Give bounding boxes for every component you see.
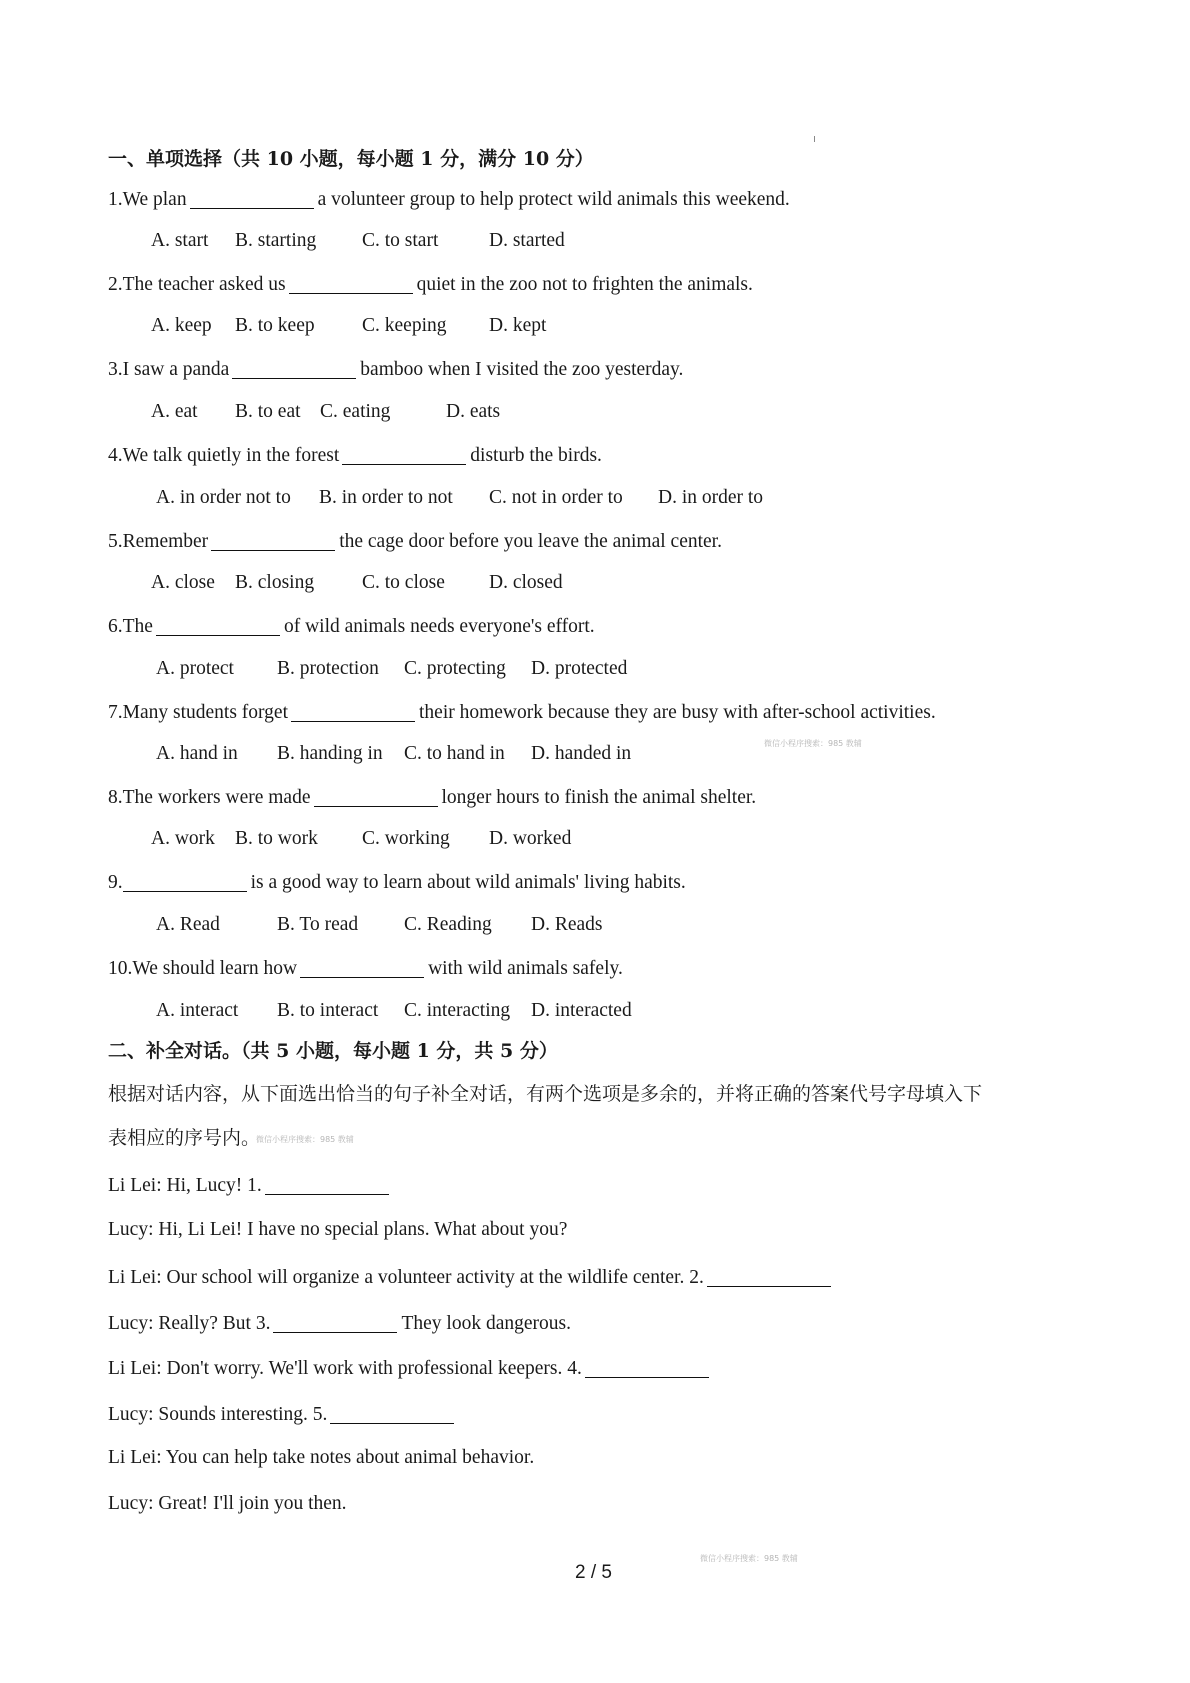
stray-mark xyxy=(814,136,815,142)
question-6 xyxy=(108,615,595,637)
option-c: C. keeping xyxy=(362,315,447,336)
question-7-stem: 7.Many students forget xyxy=(108,702,288,723)
option-c: C. to hand in xyxy=(404,743,505,764)
option-d: D. eats xyxy=(446,401,501,422)
option-d: D. interacted xyxy=(531,1000,632,1021)
option-c: C. working xyxy=(362,828,450,849)
dialogue-line xyxy=(108,1357,713,1379)
option-b: B. protection xyxy=(277,658,379,679)
option-d: D. handed in xyxy=(531,743,632,764)
question-1-stem: 1.We plan xyxy=(108,189,187,210)
answer-blank xyxy=(314,786,438,807)
dialogue-line: Li Lei: You can help take notes about animal behavior. xyxy=(108,1447,535,1468)
dialogue-line: Lucy: Great! I'll join you then. xyxy=(108,1493,347,1514)
option-d: D. protected xyxy=(531,658,628,679)
option-a: A. start xyxy=(151,230,209,251)
option-c: C. not in order to xyxy=(489,487,623,508)
answer-blank xyxy=(300,957,424,978)
question-10-rest: with wild animals safely. xyxy=(428,958,623,979)
option-a: A. protect xyxy=(156,658,234,679)
dialogue-line xyxy=(108,1312,571,1334)
option-b: B. starting xyxy=(235,230,317,251)
question-3-rest: bamboo when I visited the zoo yesterday. xyxy=(360,359,684,380)
dialogue-text: Li Lei: Hi, Lucy! 1. xyxy=(108,1175,262,1196)
question-2 xyxy=(108,273,753,295)
answer-blank xyxy=(123,871,247,892)
option-a: A. interact xyxy=(156,1000,239,1021)
option-a: A. work xyxy=(151,828,215,849)
option-b: B. in order to not xyxy=(319,487,453,508)
option-b: B. to interact xyxy=(277,1000,379,1021)
answer-blank xyxy=(265,1174,389,1195)
question-2-stem: 2.The teacher asked us xyxy=(108,274,286,295)
answer-blank xyxy=(585,1357,709,1378)
question-7-rest: their homework because they are busy with after-school activities. xyxy=(419,702,936,723)
dialogue-text: Lucy: Sounds interesting. 5. xyxy=(108,1404,328,1425)
option-c: C. to start xyxy=(362,230,439,251)
answer-blank xyxy=(211,530,335,551)
option-b: B. To read xyxy=(277,914,359,935)
question-9-rest: is a good way to learn about wild animals' living habits. xyxy=(250,872,686,893)
option-a: A. keep xyxy=(151,315,212,336)
option-c: C. to close xyxy=(362,572,445,593)
option-c: C. protecting xyxy=(404,658,506,679)
question-5-stem: 5.Remember xyxy=(108,531,209,552)
answer-blank xyxy=(707,1266,831,1287)
option-d: D. started xyxy=(489,230,565,251)
question-4 xyxy=(108,444,602,466)
option-a: A. in order not to xyxy=(156,487,291,508)
option-b: B. to eat xyxy=(235,401,301,422)
question-5-rest: the cage door before you leave the animal center. xyxy=(339,531,722,552)
question-9-stem: 9. xyxy=(108,872,123,893)
question-8-stem: 8.The workers were made xyxy=(108,787,311,808)
question-4-stem: 4.We talk quietly in the forest xyxy=(108,445,340,466)
answer-blank xyxy=(291,701,415,722)
question-8-rest: longer hours to finish the animal shelter. xyxy=(441,787,757,808)
option-c: C. Reading xyxy=(404,914,492,935)
dialogue-line xyxy=(108,1403,458,1425)
answer-blank xyxy=(289,273,413,294)
question-8 xyxy=(108,786,756,808)
answer-blank xyxy=(190,188,314,209)
dialogue-line xyxy=(108,1266,835,1288)
option-d: D. closed xyxy=(489,572,563,593)
question-6-rest: of wild animals needs everyone's effort. xyxy=(283,616,595,637)
option-d: D. kept xyxy=(489,315,547,336)
option-d: D. in order to xyxy=(658,487,764,508)
dialogue-rest: They look dangerous. xyxy=(401,1313,571,1334)
question-9 xyxy=(108,871,686,893)
answer-blank xyxy=(156,615,280,636)
dialogue-text: Li Lei: Don't worry. We'll work with professional keepers. 4. xyxy=(108,1358,582,1379)
option-b: B. to work xyxy=(235,828,318,849)
answer-blank xyxy=(232,358,356,379)
question-5 xyxy=(108,530,722,552)
dialogue-line: Lucy: Hi, Li Lei! I have no special plans. What about you? xyxy=(108,1219,568,1240)
watermark-text: 微信小程序搜索：985 教辅 xyxy=(764,739,862,748)
answer-blank xyxy=(342,444,466,465)
answer-blank xyxy=(273,1312,397,1333)
section2-heading: 二、补全对话。（共 5 小题，每小题 1 分，共 5 分） xyxy=(108,1040,558,1062)
section2-instruction-cont: 表相应的序号内。 xyxy=(108,1127,261,1149)
dialogue-text: Lucy: Really? But 3. xyxy=(108,1313,271,1334)
option-a: A. close xyxy=(151,572,215,593)
question-3 xyxy=(108,358,683,380)
option-a: A. eat xyxy=(151,401,198,422)
option-d: D. Reads xyxy=(531,914,603,935)
question-4-rest: disturb the birds. xyxy=(470,445,602,466)
option-a: A. Read xyxy=(156,914,220,935)
answer-blank xyxy=(330,1403,454,1424)
dialogue-line xyxy=(108,1174,393,1196)
question-10 xyxy=(108,957,623,979)
question-1-rest: a volunteer group to help protect wild animals this weekend. xyxy=(317,189,790,210)
option-b: B. closing xyxy=(235,572,315,593)
page-number: 2 / 5 xyxy=(575,1562,612,1583)
question-1 xyxy=(108,188,790,210)
section2-instruction: 根据对话内容，从下面选出恰当的句子补全对话，有两个选项是多余的，并将正确的答案代号字母填入下 xyxy=(108,1083,983,1105)
option-c: C. eating xyxy=(320,401,391,422)
question-2-rest: quiet in the zoo not to frighten the animals. xyxy=(416,274,753,295)
question-3-stem: 3.I saw a panda xyxy=(108,359,230,380)
section1-heading: 一、单项选择（共 10 小题，每小题 1 分，满分 10 分） xyxy=(108,148,594,170)
option-a: A. hand in xyxy=(156,743,238,764)
option-b: B. to keep xyxy=(235,315,315,336)
dialogue-text: Li Lei: Our school will organize a volunteer activity at the wildlife center. 2. xyxy=(108,1267,704,1288)
watermark-text: 微信小程序搜索：985 教辅 xyxy=(700,1554,798,1563)
option-b: B. handing in xyxy=(277,743,383,764)
option-c: C. interacting xyxy=(404,1000,511,1021)
question-7 xyxy=(108,701,936,723)
watermark-text: 微信小程序搜索：985 教辅 xyxy=(256,1135,354,1144)
question-6-stem: 6.The xyxy=(108,616,153,637)
option-d: D. worked xyxy=(489,828,572,849)
question-10-stem: 10.We should learn how xyxy=(108,958,298,979)
